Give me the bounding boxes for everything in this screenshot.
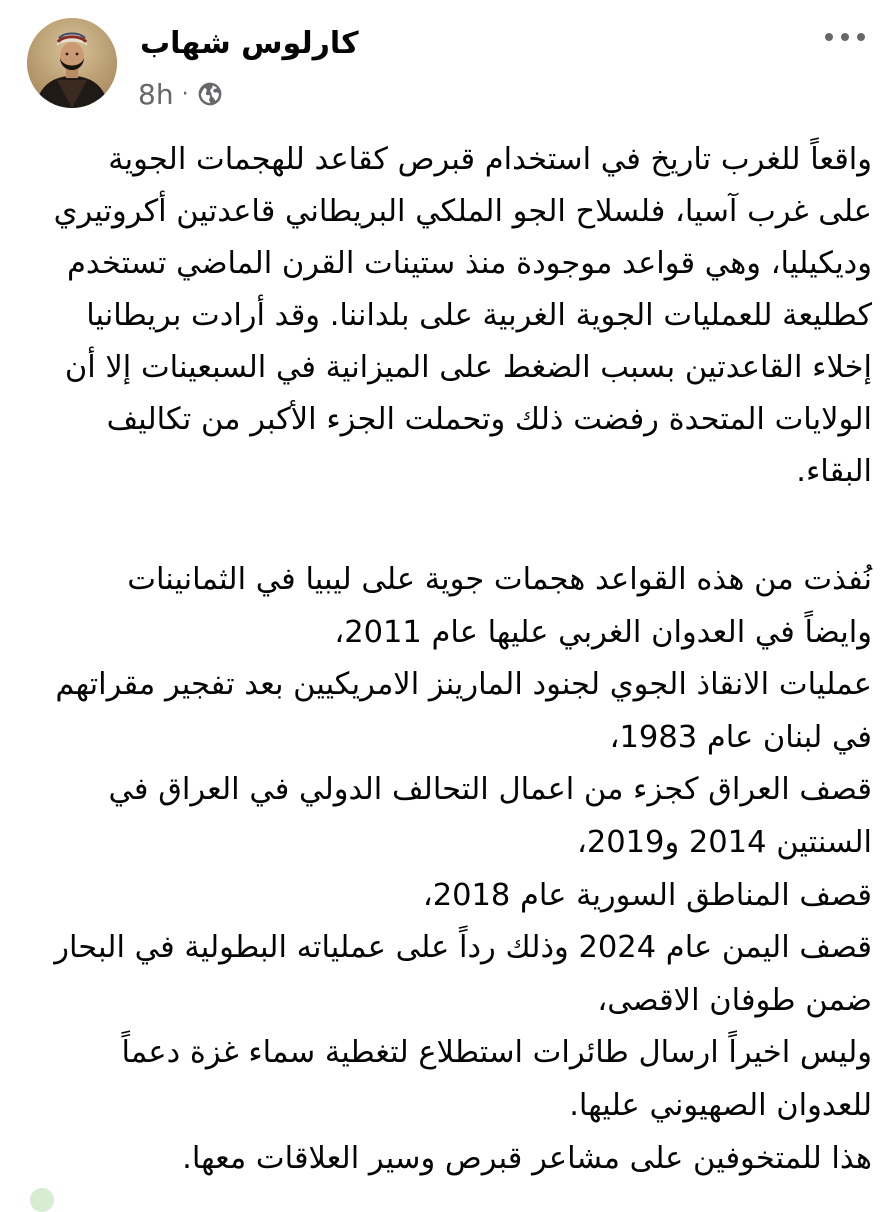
- text-line: واقعاً للغرب تاريخ في استخدام قبرص كقاعد للهجمات الجوية: [108, 142, 872, 177]
- text-line: وديكيليا، وهي قواعد موجودة منذ ستينات القرن الماضي تستخدم: [66, 246, 872, 281]
- text-line: الولايات المتحدة رفضت ذلك وتحملت الجزء الأكبر من تكاليف: [106, 402, 872, 437]
- text-line: في لبنان عام 1983،: [609, 719, 872, 755]
- text-line: السنتين 2014 و2019،: [576, 824, 872, 860]
- text-line: على غرب آسيا، فلسلاح الجو الملكي البريطاني قاعدتين أكروتيري: [53, 194, 872, 229]
- globe-icon[interactable]: [197, 81, 223, 107]
- text-line: كطليعة للعمليات الجوية الغربية على بلداننا. وقد أرادت بريطانيا: [86, 298, 872, 333]
- text-line: وايضاً في العدوان الغربي عليها عام 2011،: [334, 614, 872, 650]
- more-options-button[interactable]: [820, 20, 870, 54]
- post-text: [14, 134, 872, 1185]
- text-line: قصف العراق كجزء من اعمال التحالف الدولي في العراق في: [108, 772, 872, 808]
- text-line: للعدوان الصهيوني عليها.: [569, 1087, 872, 1123]
- text-line: وليس اخيراً ارسال طائرات استطلاع لتغطية سماء غزة دعماً: [121, 1035, 872, 1071]
- text-line: ضمن طوفان الاقصى،: [597, 982, 872, 1018]
- text-line: نُفذت من هذه القواعد هجمات جوية على ليبيا في الثمانينات: [127, 562, 872, 597]
- text-line: إخلاء القاعدتين بسبب الضغط على الميزانية في السبعينات إلا أن: [64, 350, 872, 385]
- text-line: عمليات الانقاذ الجوي لجنود المارينز الامريكيين بعد تفجير مقراتهم: [55, 667, 872, 703]
- avatar-portrait: [27, 18, 117, 108]
- text-line: قصف المناطق السورية عام 2018،: [422, 877, 872, 913]
- post-timestamp[interactable]: 8h: [138, 77, 174, 111]
- more-horizontal-icon: [823, 32, 867, 42]
- author-name[interactable]: كارلوس شهاب: [140, 26, 359, 61]
- text-line: قصف اليمن عام 2024 وذلك رداً على عملياته البطولية في البحار: [54, 930, 872, 966]
- post-meta: [138, 76, 223, 112]
- meta-separator: ·: [181, 81, 189, 107]
- text-line: هذا للمتخوفين على مشاعر قبرص وسير العلاقات معها.: [182, 1140, 872, 1176]
- author-avatar[interactable]: [27, 18, 117, 108]
- post-paragraph-1: [14, 134, 872, 498]
- text-line: البقاء.: [796, 454, 872, 489]
- reaction-icon[interactable]: [30, 1188, 54, 1212]
- post-paragraph-2: [14, 554, 872, 1185]
